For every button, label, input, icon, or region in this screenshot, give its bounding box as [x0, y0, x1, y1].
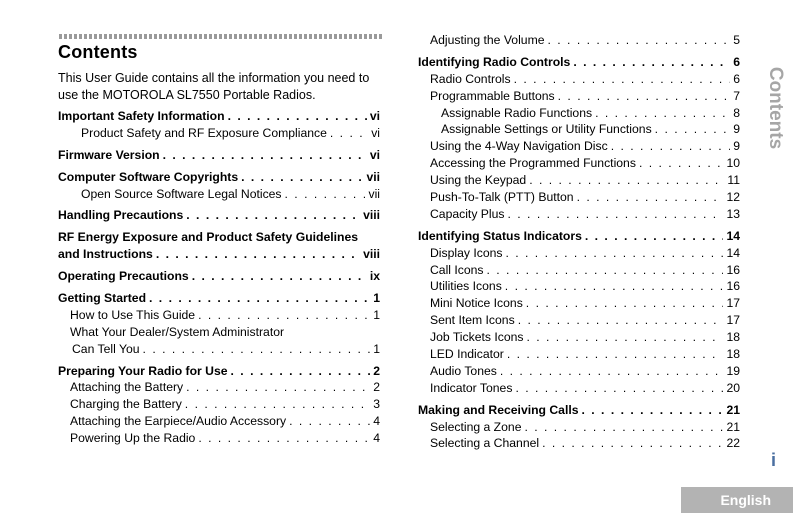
page-number: i: [771, 450, 777, 470]
toc-dot-leader: [524, 419, 723, 436]
toc-page-number: 21: [726, 402, 740, 417]
toc-dot-leader: [582, 402, 724, 419]
toc-entry[interactable]: [58, 341, 380, 358]
toc-section-entry[interactable]: [418, 228, 740, 245]
toc-entry[interactable]: [418, 172, 740, 189]
toc-page-number: 12: [726, 190, 740, 205]
toc-dot-leader: [508, 206, 724, 223]
toc-entry-title: Assignable Settings or Utility Functions: [441, 122, 652, 137]
toc-dot-leader: [149, 290, 370, 307]
toc-dot-leader: [577, 189, 724, 206]
toc-entry[interactable]: [418, 346, 740, 363]
toc-entry[interactable]: [58, 307, 380, 324]
toc-dot-leader: [156, 246, 360, 263]
toc-entry-title: Adjusting the Volume: [430, 33, 545, 47]
toc-entry-title: Programmable Buttons: [430, 88, 555, 103]
toc-page-number: 8: [733, 105, 740, 120]
toc-dot-leader: [228, 108, 367, 125]
toc-dot-leader: [185, 396, 370, 413]
language-label: English: [720, 492, 771, 508]
toc-page-number: 10: [726, 156, 740, 171]
toc-entry-title: Capacity Plus: [430, 206, 505, 221]
toc-entry-title: Attaching the Earpiece/Audio Accessory: [70, 414, 287, 429]
toc-dot-leader: [285, 186, 366, 203]
toc-page-number: 16: [726, 262, 740, 277]
toc-page-number: 3: [373, 397, 380, 412]
toc-entry[interactable]: [418, 32, 740, 49]
toc-page-number: 11: [727, 173, 740, 188]
toc-page-number: vii: [368, 186, 380, 201]
toc-page-number: vi: [369, 147, 380, 162]
toc-page-number: 7: [733, 88, 740, 103]
toc-page-number: 6: [733, 54, 740, 69]
toc-dot-leader: [505, 278, 724, 295]
toc-entry-title: and Instructions: [58, 247, 153, 262]
toc-page-number: viii: [363, 247, 380, 262]
toc-dot-leader: [595, 105, 730, 122]
toc-entry[interactable]: [418, 189, 740, 206]
toc-dot-leader: [507, 346, 724, 363]
toc-page-number: viii: [363, 208, 380, 223]
toc-dot-leader: [526, 295, 724, 312]
toc-entry-title: Job Tickets Icons: [430, 330, 524, 345]
toc-right-column: [418, 32, 740, 452]
toc-entry[interactable]: [418, 121, 740, 138]
toc-page-number: vi: [371, 125, 380, 140]
title-dashed-rule: [59, 34, 384, 39]
toc-dot-leader: [289, 413, 370, 430]
toc-entry-title: Firmware Version: [58, 147, 160, 162]
toc-entry[interactable]: [58, 379, 380, 396]
toc-page-number: 21: [726, 419, 740, 434]
toc-entry-title: Selecting a Channel: [430, 436, 540, 451]
toc-dot-leader: [163, 147, 367, 164]
toc-dot-leader: [655, 121, 731, 138]
toc-entry-title: Using the 4-Way Navigation Disc: [430, 139, 608, 154]
toc-page-number: 1: [373, 341, 380, 356]
toc-entry[interactable]: [58, 430, 380, 447]
toc-page-number: 1: [373, 307, 380, 322]
toc-entry-title: Audio Tones: [430, 363, 497, 378]
toc-page-number: 1: [373, 291, 380, 306]
toc-dot-leader: [526, 329, 723, 346]
toc-section-entry[interactable]: [58, 147, 380, 164]
toc-entry-title: Indicator Tones: [430, 380, 513, 395]
toc-entry-title: Preparing Your Radio for Use: [58, 363, 228, 378]
toc-page-number: 14: [726, 245, 740, 260]
contents-side-tab: [764, 66, 786, 150]
toc-entry[interactable]: [58, 396, 380, 413]
toc-entry[interactable]: [58, 125, 380, 142]
toc-page-number: 13: [726, 206, 740, 221]
toc-entry-title: Accessing the Programmed Functions: [430, 156, 636, 171]
toc-section-entry[interactable]: [418, 54, 740, 71]
toc-entry[interactable]: [418, 419, 740, 436]
toc-page-number: 18: [726, 347, 740, 362]
toc-entry-title: Utilities Icons: [430, 279, 502, 294]
toc-entry[interactable]: [418, 206, 740, 223]
toc-section-entry[interactable]: [58, 268, 380, 285]
toc-entry-title: Making and Receiving Calls: [418, 402, 579, 417]
side-tab-label: Contents: [765, 66, 787, 150]
toc-page-number: 19: [726, 363, 740, 378]
toc-entry-title: Identifying Radio Controls: [418, 54, 571, 69]
toc-dot-leader: [487, 262, 724, 279]
toc-dot-leader: [500, 363, 724, 380]
toc-page-number: 5: [733, 33, 740, 47]
toc-page-number: ix: [369, 269, 380, 284]
toc-page-number: 9: [733, 139, 740, 154]
toc-entry-title: Handling Precautions: [58, 208, 184, 223]
toc-entry-title: Assignable Radio Functions: [441, 105, 593, 120]
toc-entry-title: Important Safety Information: [58, 109, 225, 123]
toc-entry[interactable]: [418, 105, 740, 122]
toc-entry-title: Getting Started: [58, 291, 147, 306]
toc-page-number: 9: [733, 122, 740, 137]
toc-entry-title: What Your Dealer/System Administrator: [70, 324, 285, 339]
toc-entry[interactable]: [418, 363, 740, 380]
toc-dot-leader: [514, 71, 731, 88]
toc-dot-leader: [548, 32, 731, 49]
toc-entry-title: Can Tell You: [72, 341, 140, 356]
toc-dot-leader: [515, 380, 723, 397]
intro-paragraph: This User Guide contains all the information you need to use the MOTOROLA SL7550 Portable Radios.: [58, 71, 370, 102]
toc-page-number: 2: [373, 380, 380, 395]
toc-entry-title: Attaching the Battery: [70, 380, 184, 395]
toc-entry-title: Mini Notice Icons: [430, 296, 523, 311]
toc-dot-leader: [529, 172, 724, 189]
toc-dot-leader: [558, 88, 731, 105]
toc-entry[interactable]: [418, 380, 740, 397]
toc-entry[interactable]: [418, 245, 740, 262]
toc-entry-title: Operating Precautions: [58, 269, 189, 284]
toc-section-entry[interactable]: [58, 169, 380, 186]
toc-entry-title: Call Icons: [430, 262, 484, 277]
toc-entry-title: Push-To-Talk (PTT) Button: [430, 190, 574, 205]
toc-dot-leader: [611, 138, 731, 155]
toc-entry-title: Computer Software Copyrights: [58, 169, 239, 184]
toc-dot-leader: [231, 363, 371, 380]
toc-dot-leader: [186, 379, 370, 396]
toc-section-entry[interactable]: [58, 108, 380, 125]
toc-entry[interactable]: [418, 278, 740, 295]
toc-page-number: 22: [726, 436, 740, 451]
toc-entry-title: Charging the Battery: [70, 397, 182, 412]
toc-page-number: 18: [726, 330, 740, 345]
toc-entry[interactable]: [418, 262, 740, 279]
toc-entry-title: Sent Item Icons: [430, 313, 515, 328]
toc-dot-leader: [241, 169, 363, 186]
toc-page-number: 14: [726, 228, 740, 243]
language-tab: [681, 487, 793, 513]
toc-section-entry[interactable]: [418, 402, 740, 419]
toc-entry[interactable]: [418, 329, 740, 346]
toc-entry[interactable]: [418, 312, 740, 329]
toc-dot-leader: [330, 125, 368, 142]
toc-page-number: 6: [733, 71, 740, 86]
toc-page-number: 17: [726, 296, 740, 311]
toc-entry-title: How to Use This Guide: [70, 307, 196, 322]
toc-entry-title: Display Icons: [430, 245, 503, 260]
toc-page-number: 16: [726, 279, 740, 294]
toc-entry[interactable]: [418, 435, 740, 452]
toc-dot-leader: [192, 268, 367, 285]
toc-page-number: vi: [369, 109, 380, 123]
toc-section-entry[interactable]: [58, 363, 380, 380]
toc-entry-title: Product Safety and RF Exposure Compliance: [81, 125, 327, 140]
toc-entry[interactable]: [58, 186, 380, 203]
toc-page-number: 4: [373, 414, 380, 429]
toc-section-entry[interactable]: [58, 207, 380, 224]
toc-dot-leader: [542, 435, 723, 452]
toc-entry-title: Powering Up the Radio: [70, 431, 196, 446]
toc-entry-title: RF Energy Exposure and Product Safety Guidelines: [58, 230, 359, 245]
toc-page-number: vii: [366, 169, 380, 184]
toc-entry[interactable]: [418, 155, 740, 172]
toc-dot-leader: [573, 54, 730, 71]
toc-entry[interactable]: [418, 88, 740, 105]
toc-entry[interactable]: [418, 71, 740, 88]
toc-dot-leader: [585, 228, 724, 245]
toc-entry-title: Identifying Status Indicators: [418, 228, 582, 243]
toc-dot-leader: [518, 312, 724, 329]
toc-dot-leader: [186, 207, 360, 224]
toc-entry-title: Using the Keypad: [430, 173, 527, 188]
toc-page-number: 17: [726, 313, 740, 328]
toc-section-entry[interactable]: [58, 290, 380, 307]
page-title: Contents: [58, 42, 138, 62]
toc-entry-title: Selecting a Zone: [430, 419, 522, 434]
toc-entry[interactable]: [58, 324, 380, 341]
toc-entry-title: LED Indicator: [430, 347, 504, 362]
toc-entry-title: Radio Controls: [430, 71, 511, 86]
toc-dot-leader: [639, 155, 724, 172]
toc-entry[interactable]: [418, 138, 740, 155]
toc-left-column: [58, 108, 380, 447]
toc-section-entry[interactable]: [58, 246, 380, 263]
toc-dot-leader: [505, 245, 723, 262]
toc-dot-leader: [198, 307, 370, 324]
toc-page-number: 2: [373, 363, 380, 378]
toc-entry[interactable]: [58, 413, 380, 430]
toc-dot-leader: [143, 341, 371, 358]
toc-entry-title: Open Source Software Legal Notices: [81, 186, 282, 201]
toc-entry[interactable]: [418, 295, 740, 312]
toc-page-number: 20: [726, 380, 740, 395]
toc-page-number: 4: [373, 431, 380, 446]
toc-dot-leader: [198, 430, 370, 447]
toc-section-entry[interactable]: [58, 229, 380, 246]
